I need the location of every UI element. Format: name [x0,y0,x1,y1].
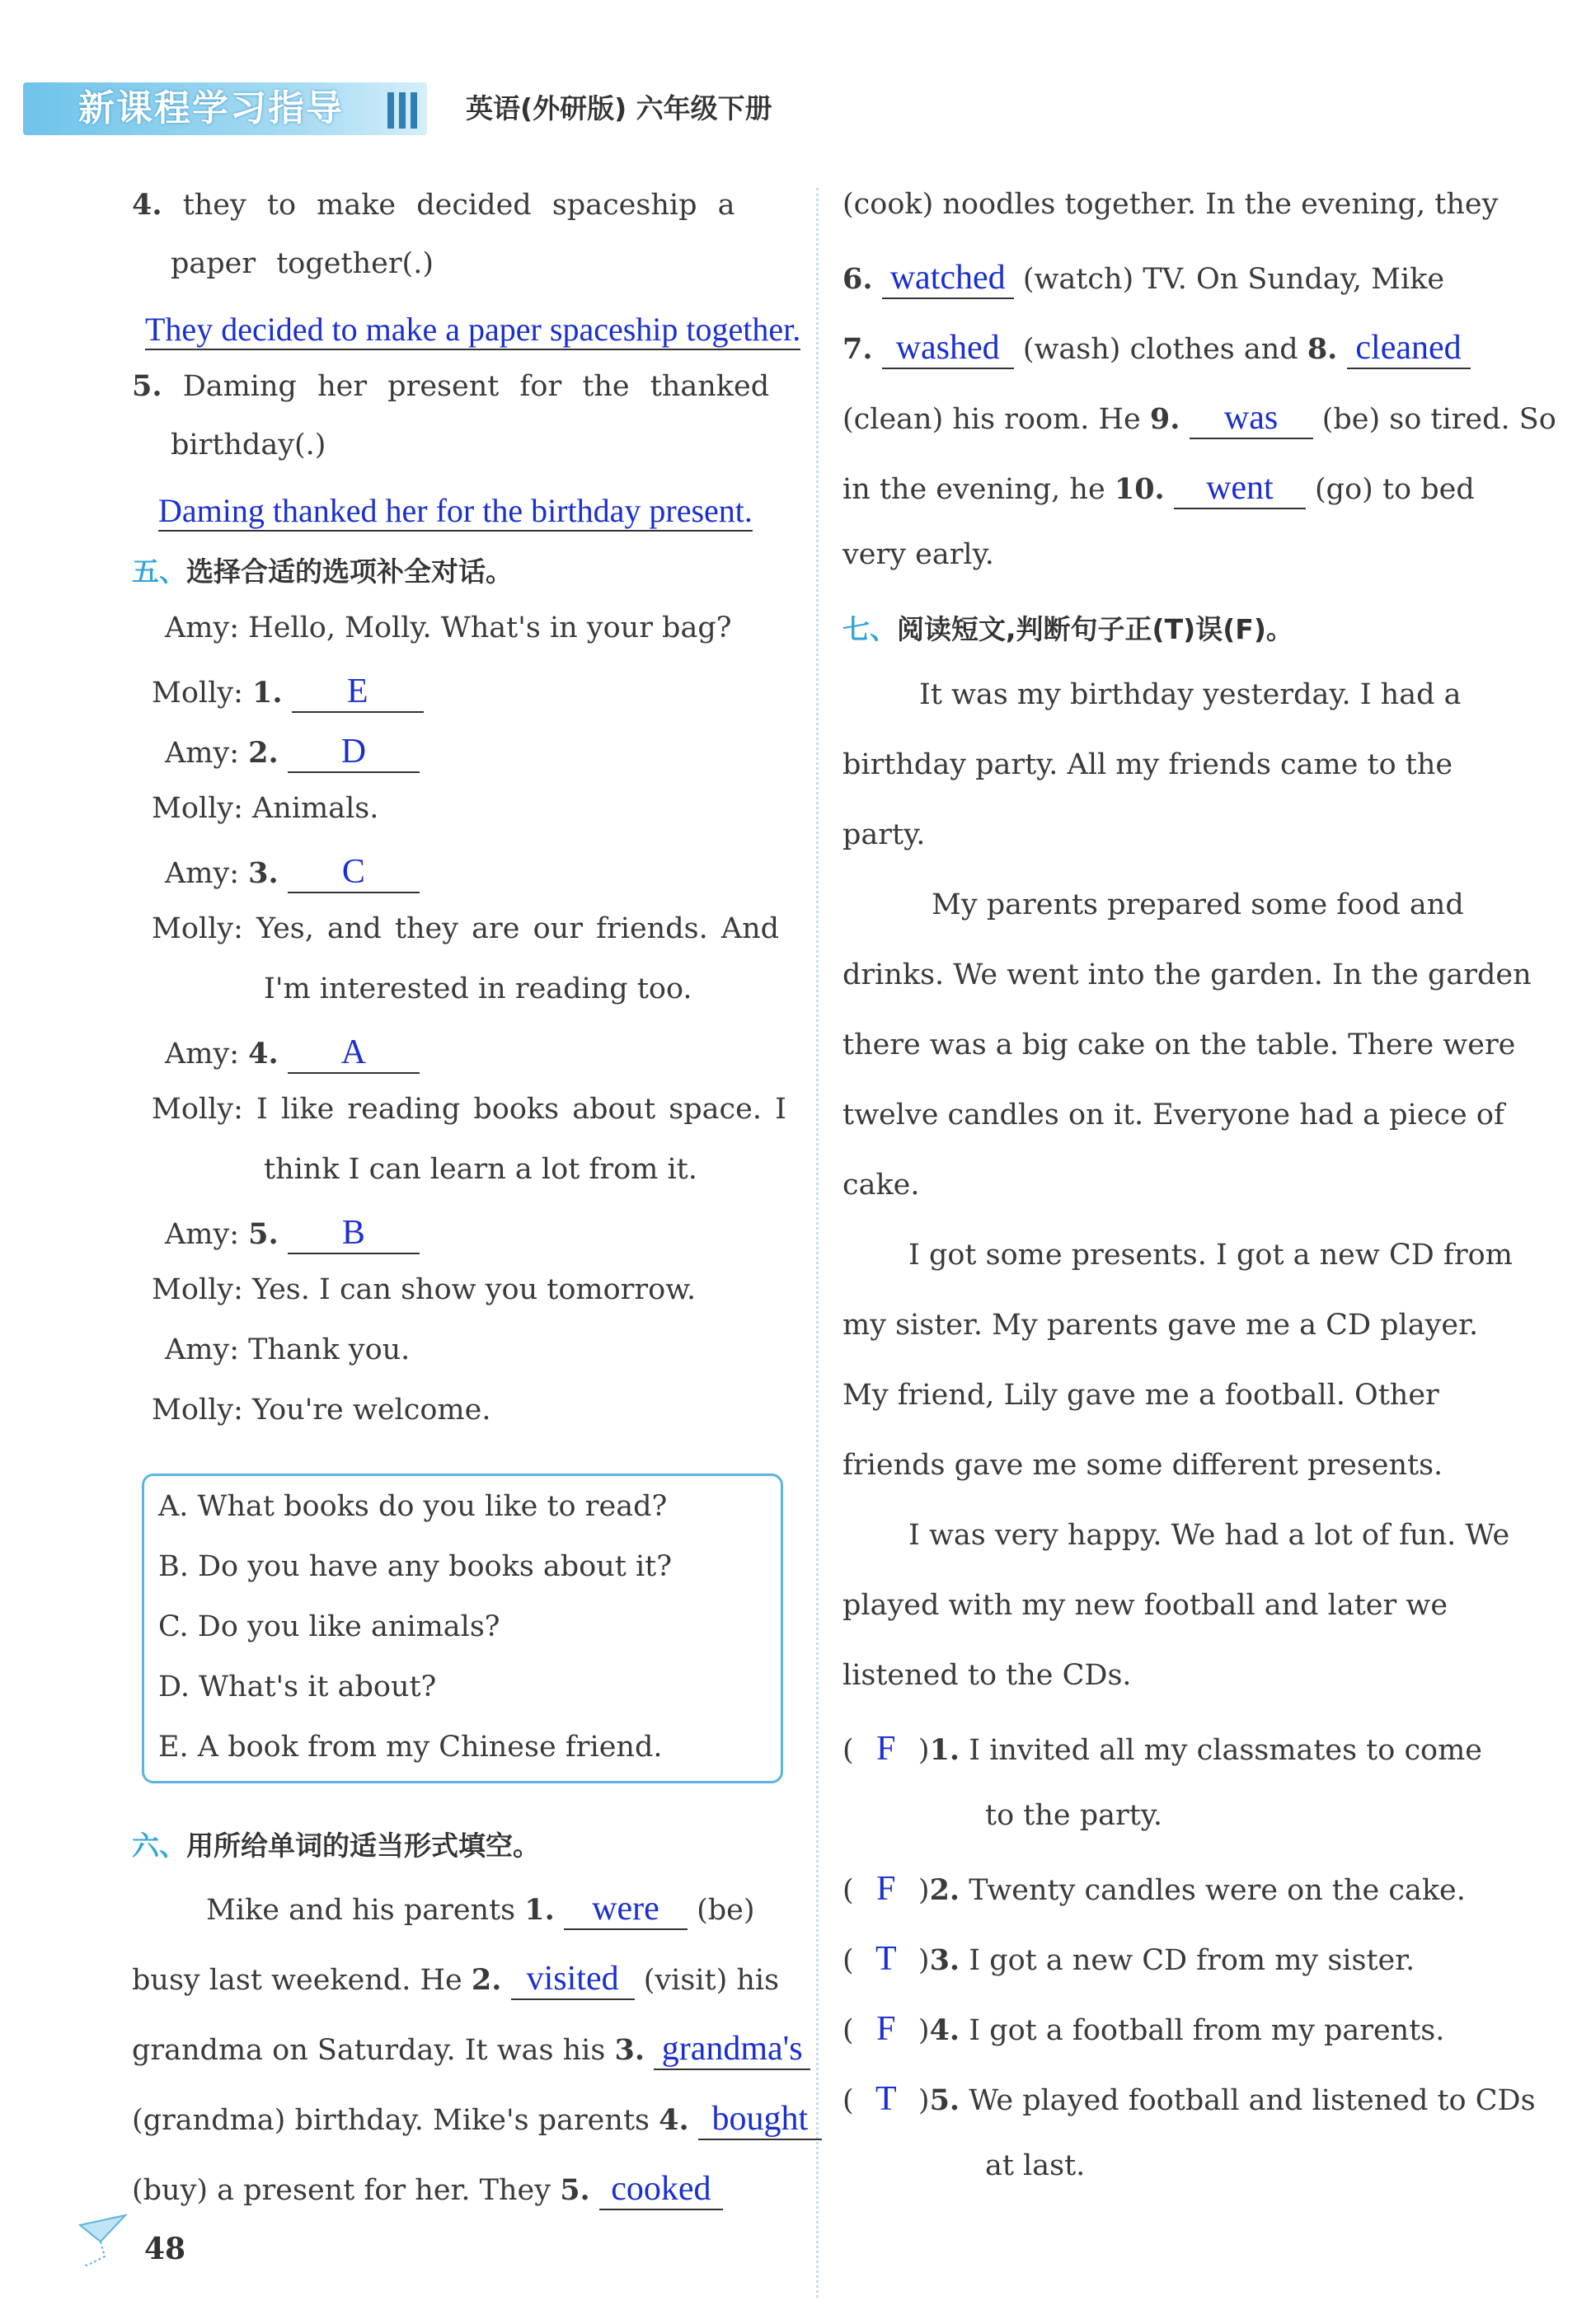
section-7-heading: 七、阅读短文,判断句子正(T)误(F)。 [842,613,1293,645]
fill-line-1: Mike and his parents 1. were (be) [206,1889,755,1930]
header-bars-decoration [387,92,429,129]
tf-item-3: ( T )3. I got a new CD from my sister. [842,1940,1415,1978]
fill-line-3: grandma on Saturday. It was his 3. grandma's [132,2029,810,2070]
dialog-line-2: Molly: 1. E [152,672,424,713]
dialog-answer-3: C [341,853,365,891]
q5-line2: birthday(.) [171,429,326,462]
passage-line-6: there was a big cake on the table. There were [842,1028,1516,1061]
fill-answer-5: cooked [611,2170,711,2208]
dialog-line-12: Molly: You're welcome. [152,1394,491,1427]
fill-line-r2: 6. watched (watch) TV. On Sunday, Mike [842,258,1444,299]
page-number: 48 [144,2232,186,2266]
passage-line-9: I got some presents. I got a new CD from [908,1239,1513,1272]
option-a: A. What books do you like to read? [158,1490,668,1523]
dialog-line-8b: think I can learn a lot from it. [264,1153,697,1186]
fill-line-r1: (cook) noodles together. In the evening, they [842,188,1499,221]
fill-answer-6: watched [889,259,1006,297]
fill-answer-2: visited [526,1960,619,1998]
dialog-answer-5: B [341,1214,365,1252]
dialog-line-1: Amy: Hello, Molly. What's in your bag? [165,611,732,644]
passage-line-4: My parents prepared some food and [932,888,1464,921]
fill-line-r4: (clean) his room. He 9. was (be) so tired. So [842,398,1556,439]
dialog-line-3: Amy: 2. D [165,732,420,773]
tf-answer-4: F [876,2010,896,2048]
q4-line1: 4. they to make decided spaceship a [132,188,735,222]
dialog-line-8: Molly: I like reading books about space. I [152,1093,786,1126]
dialog-line-11: Amy: Thank you. [165,1333,411,1366]
passage-line-2: birthday party. All my friends came to the [842,748,1453,781]
column-divider [816,188,819,2298]
passage-line-10: my sister. My parents gave me a CD player. [842,1309,1479,1342]
tf-answer-5: T [875,2080,897,2118]
section-5-heading: 五、选择合适的选项补全对话。 [132,555,513,588]
dialog-line-9: Amy: 5. B [165,1213,420,1254]
tf-item-4: ( F )4. I got a football from my parents. [842,2010,1445,2048]
fill-answer-10: went [1206,469,1274,507]
fill-line-r5: in the evening, he 10. went (go) to bed [842,468,1475,509]
passage-line-5: drinks. We went into the garden. In the garden [842,958,1532,991]
passage-line-3: party. [842,818,926,851]
dialog-line-7: Amy: 4. A [165,1033,420,1074]
fill-answer-1: were [592,1890,659,1928]
tf-item-5: ( T )5. We played football and listened to CDs [842,2080,1536,2118]
option-c: C. Do you like animals? [158,1610,500,1643]
passage-line-13: I was very happy. We had a lot of fun. We [908,1519,1510,1552]
passage-line-7: twelve candles on it. Everyone had a piece of [842,1099,1504,1132]
fill-answer-4: bought [711,2100,809,2138]
dialog-answer-4: A [340,1033,367,1071]
tf-item-1b: to the party. [985,1799,1163,1832]
dialog-line-5: Amy: 3. C [165,852,420,893]
fill-line-4: (grandma) birthday. Mike's parents 4. bought [132,2099,822,2140]
dialog-line-10: Molly: Yes. I can show you tomorrow. [152,1273,697,1306]
option-b: B. Do you have any books about it? [158,1550,673,1583]
tf-answer-1: F [876,1730,896,1768]
dialog-line-4: Molly: Animals. [152,792,379,825]
q5-number: 5. [132,369,162,403]
tf-item-1: ( F )1. I invited all my classmates to come [842,1730,1483,1768]
paper-plane-icon [76,2209,134,2266]
passage-line-15: listened to the CDs. [842,1659,1132,1692]
q4-line2: paper together(.) [171,247,434,280]
tf-answer-2: F [876,1870,896,1908]
fill-answer-3: grandma's [661,2030,803,2068]
tf-item-2: ( F )2. Twenty candles were on the cake. [842,1870,1466,1908]
passage-line-12: friends gave me some different presents. [842,1449,1443,1482]
fill-line-r3: 7. washed (wash) clothes and 8. cleaned [842,328,1471,369]
q5-line1: 5. Daming her present for the thanked [132,369,770,403]
dialog-line-6b: I'm interested in reading too. [264,972,692,1005]
fill-answer-9: was [1223,399,1279,437]
tf-item-5b: at last. [985,2149,1086,2182]
option-e: E. A book from my Chinese friend. [158,1731,663,1764]
dialog-line-6: Molly: Yes, and they are our friends. And [152,912,780,945]
passage-line-14: played with my new football and later we [842,1589,1448,1622]
fill-line-2: busy last weekend. He 2. visited (visit) his [132,1959,779,2000]
fill-answer-8: cleaned [1355,329,1462,367]
q4-number: 4. [132,188,162,222]
q5-answer: Daming thanked her for the birthday present. [158,491,753,532]
book-subtitle: 英语(外研版) 六年级下册 [466,92,772,124]
q4-answer: They decided to make a paper spaceship together. [145,310,800,350]
tf-answer-3: T [875,1940,897,1978]
passage-line-1: It was my birthday yesterday. I had a [919,678,1462,711]
passage-line-8: cake. [842,1169,920,1202]
section-6-heading: 六、用所给单词的适当形式填空。 [132,1830,540,1862]
passage-line-11: My friend, Lily gave me a football. Other [842,1379,1439,1412]
option-d: D. What's it about? [158,1670,437,1703]
dialog-answer-2: D [340,733,367,771]
series-title: 新课程学习指导 [78,87,344,129]
dialog-answer-1: E [346,672,368,710]
fill-line-5: (buy) a present for her. They 5. cooked [132,2169,723,2210]
fill-answer-7: washed [895,329,1000,367]
fill-line-r6: very early. [842,538,994,571]
